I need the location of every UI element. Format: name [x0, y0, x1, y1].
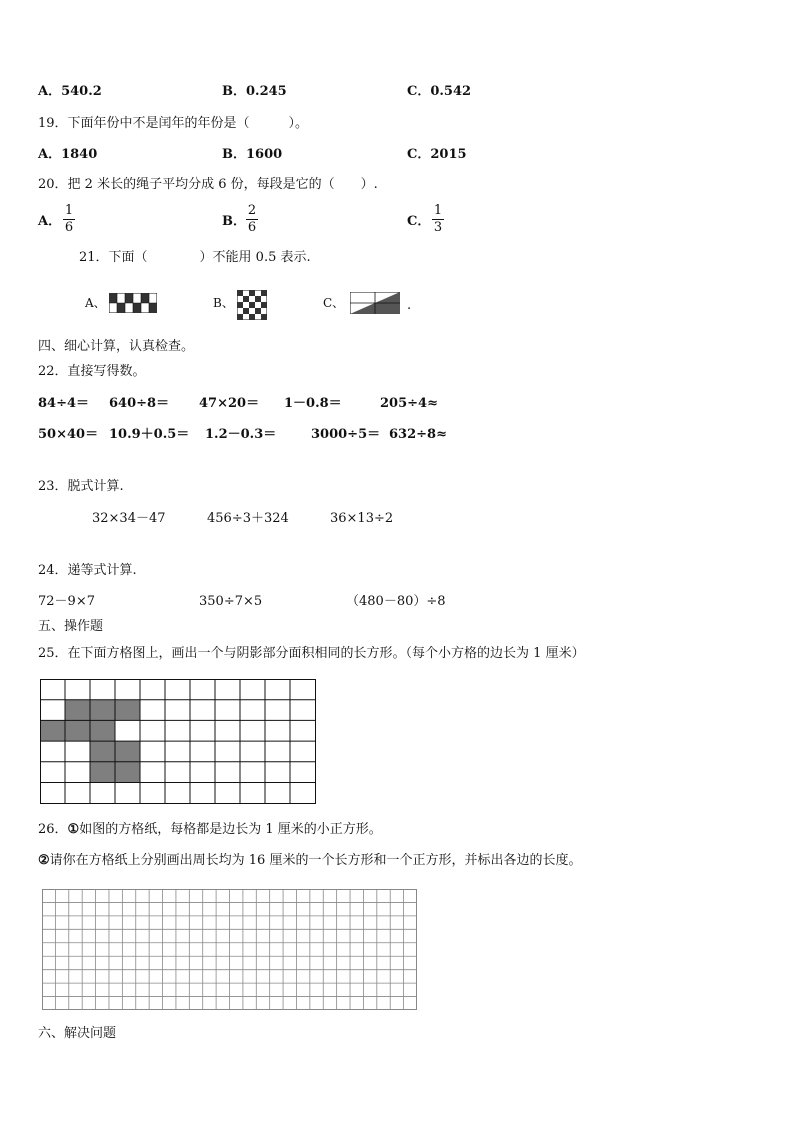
q20-option-a-letter: A． — [38, 214, 62, 229]
q19-option-c: C．2015 — [407, 147, 467, 162]
section-6-heading: 六、解决问题 — [38, 1026, 117, 1041]
section-5-heading: 五、操作题 — [38, 619, 104, 634]
q21-label-a: A、 — [85, 296, 106, 310]
q23-item: 32×34－47 — [92, 511, 166, 526]
q24-stem: 24．递等式计算. — [38, 563, 137, 578]
q21-label-b: B、 — [213, 296, 234, 310]
q23-item: 456÷3＋324 — [207, 511, 289, 526]
q20-option-a-fraction — [63, 204, 75, 235]
q24-item: 350÷7×5 — [199, 594, 263, 609]
q22-item: 1.2－0.3＝ — [205, 427, 277, 442]
q19-option-b: B．1600 — [222, 147, 283, 162]
q22-item: 47×20＝ — [199, 396, 260, 411]
q20-stem: 20．把 2 米长的绳子平均分成 6 份，每段是它的（ ）. — [38, 177, 378, 192]
q21-figure-c — [350, 292, 400, 314]
q22-item: 50×40＝ — [38, 427, 99, 442]
q24-item: 72－9×7 — [38, 594, 95, 609]
numerator: 1 — [433, 203, 443, 218]
denominator: 6 — [247, 220, 257, 235]
q22-item: 640÷8＝ — [109, 396, 170, 411]
q22-item: 84÷4＝ — [38, 396, 90, 411]
q20-option-c-fraction — [432, 204, 444, 235]
section-4-heading: 四、细心计算，认真检查。 — [38, 339, 195, 354]
q24-item: （480－80）÷8 — [346, 594, 446, 609]
q21-end: . — [407, 298, 412, 313]
q20-option-b-fraction — [246, 204, 258, 235]
q25-stem: 25．在下面方格图上，画出一个与阴影部分面积相同的长方形。（每个小方格的边长为 1 厘米） — [38, 646, 585, 661]
q18-option-a: A．540.2 — [38, 84, 102, 99]
q21-figure-b — [237, 290, 267, 320]
q26-line-1: 26．①如图的方格纸，每格都是边长为 1 厘米的小正方形。 — [38, 822, 382, 837]
q23-stem: 23．脱式计算. — [38, 479, 124, 494]
q18-option-c: C．0.542 — [407, 84, 472, 99]
denominator: 3 — [433, 220, 443, 235]
q22-item: 10.9＋0.5＝ — [109, 427, 190, 442]
q23-item: 36×13÷2 — [330, 511, 394, 526]
numerator: 2 — [247, 203, 257, 218]
q22-stem: 22．直接写得数。 — [38, 364, 146, 379]
numerator: 1 — [64, 203, 74, 218]
q22-item: 632÷8≈ — [389, 427, 447, 442]
q20-option-b-letter: B． — [222, 214, 246, 229]
q21-figure-a — [109, 293, 157, 313]
q19-stem: 19．下面年份中不是闰年的年份是（ ）。 — [38, 116, 309, 131]
q21-label-c: C、 — [323, 296, 345, 310]
q21-stem: 21．下面（ ）不能用 0.5 表示. — [79, 250, 311, 265]
q25-grid — [40, 679, 317, 806]
q19-option-a: A．1840 — [38, 147, 98, 162]
denominator: 6 — [64, 220, 74, 235]
q22-item: 205÷4≈ — [380, 396, 438, 411]
q26-line-2: ②请你在方格纸上分别画出周长均为 16 厘米的一个长方形和一个正方形，并标出各边的长度。 — [38, 853, 582, 868]
q18-option-b: B．0.245 — [222, 84, 287, 99]
q26-grid-paper — [42, 889, 418, 1011]
q22-item: 3000÷5＝ — [311, 427, 381, 442]
q20-option-c-letter: C． — [407, 214, 431, 229]
q22-item: 1－0.8＝ — [284, 396, 342, 411]
